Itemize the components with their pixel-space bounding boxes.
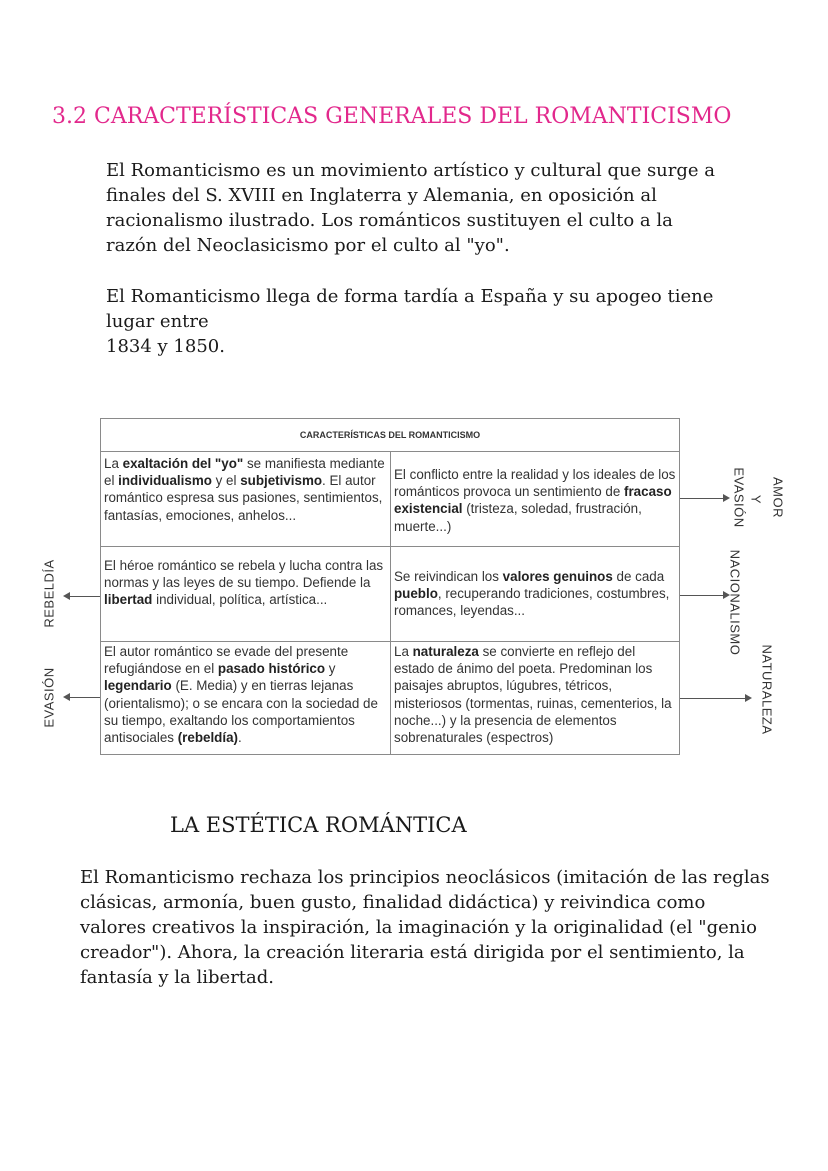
cell-bold: fracaso existencial bbox=[394, 484, 672, 517]
label-naturaleza: NATURALEZA bbox=[759, 644, 775, 735]
cell-bold: libertad bbox=[104, 592, 153, 608]
cell-text: Se reivindican los bbox=[394, 569, 503, 584]
arrow-head-left-1 bbox=[63, 592, 70, 600]
cell-bold: (rebeldía) bbox=[177, 730, 238, 746]
table-header: CARACTERÍSTICAS DEL ROMANTICISMO bbox=[101, 419, 679, 452]
table-cell-evasion-pasado bbox=[101, 642, 391, 754]
label-y: Y bbox=[748, 494, 764, 505]
cell-text: y el bbox=[211, 473, 241, 489]
cell-text: . El autor romántico espresa sus pasiones, sentimientos, fantasías, emociones, anhelos... bbox=[104, 473, 383, 523]
arrow-left-2 bbox=[70, 697, 100, 698]
cell-text: de cada bbox=[612, 569, 665, 584]
table-cell-exaltacion-yo bbox=[101, 452, 391, 547]
cell-text: (tristeza, soledad, frustración, muerte...) bbox=[394, 501, 642, 534]
table-cell-fracaso-existencial bbox=[391, 452, 679, 547]
cell-bold: pasado histórico bbox=[217, 661, 326, 677]
table-cell-heroe-romantico bbox=[101, 547, 391, 642]
label-evasion-right: EVASIÓN bbox=[731, 467, 747, 528]
intro-paragraph-2-line-2: 1834 y 1850. bbox=[106, 336, 225, 357]
cell-bold: legendario bbox=[104, 678, 172, 694]
intro-paragraph-1: El Romanticismo es un movimiento artístico y cultural que surge a finales del S. XVIII en Inglaterra y Alemania, en oposición al racionalismo ilustrado. Los románticos sustituyen el culto a la razón del Neoclasicismo por el culto al "yo". bbox=[106, 160, 716, 256]
cell-text: se convierte en reflejo del estado de ánimo del poeta. Predominan los paisajes abruptos, lúgubres, tétricos, misteriosos (tormentas, ruinas, cementerios, la noche...) y la presencia de elementos sobrenaturales (espectros) bbox=[394, 644, 672, 746]
arrow-right-2 bbox=[680, 595, 725, 596]
cell-text: . bbox=[237, 730, 242, 746]
intro-paragraph-2-line-1: El Romanticismo llega de forma tardía a España y su apogeo tiene lugar entre bbox=[106, 286, 714, 332]
arrow-head-left-2 bbox=[63, 693, 70, 701]
section-title: 3.2 CARACTERÍSTICAS GENERALES DEL ROMANTICISMO bbox=[52, 104, 732, 129]
cell-text: , recuperando tradiciones, costumbres, romances, leyendas... bbox=[394, 586, 670, 619]
cell-bold: valores genuinos bbox=[502, 569, 613, 584]
arrow-left-1 bbox=[70, 596, 100, 597]
arrow-head-right-1 bbox=[723, 494, 730, 502]
aesthetic-title: LA ESTÉTICA ROMÁNTICA bbox=[170, 813, 467, 837]
cell-bold: naturaleza bbox=[412, 644, 479, 659]
table-cell-naturaleza bbox=[391, 642, 679, 754]
arrow-head-right-3 bbox=[745, 694, 752, 702]
characteristics-table bbox=[100, 418, 680, 755]
intro-paragraph-2 bbox=[106, 284, 726, 359]
cell-text: se manifiesta mediante el bbox=[104, 456, 385, 489]
cell-bold: pueblo bbox=[394, 586, 438, 602]
cell-text: El conflicto entre la realidad y los ideales de los románticos provoca un sentimiento de bbox=[394, 467, 676, 500]
label-amor: AMOR bbox=[770, 477, 786, 518]
cell-text: La bbox=[394, 644, 413, 659]
cell-bold: exaltación del "yo" bbox=[122, 456, 244, 471]
label-nacionalismo: NACIONALISMO bbox=[727, 549, 743, 656]
table-cell-valores-genuinos bbox=[391, 547, 679, 642]
cell-text: La bbox=[104, 456, 123, 471]
cell-text: El héroe romántico se rebela y lucha contra las normas y las leyes de su tiempo. Defiende la bbox=[104, 558, 384, 591]
cell-bold: subjetivismo bbox=[240, 473, 323, 489]
arrow-right-1 bbox=[680, 498, 725, 499]
label-rebeldia: REBELDÍA bbox=[41, 559, 57, 628]
aesthetic-paragraph: El Romanticismo rechaza los principios neoclásicos (imitación de las reglas clásicas, armonía, buen gusto, finalidad didáctica) y reivindica como valores creativos la inspiración, la imaginación y la originalidad (el "genio creador"). Ahora, la creación literaria está dirigida por el sentimiento, la fantasía y la libertad. bbox=[80, 867, 770, 988]
cell-text: El autor romántico se evade del presente refugiándose en el bbox=[104, 644, 349, 677]
cell-text: (E. Media) y en tierras lejanas (orientalismo); o se encara con la sociedad de su tiempo, exaltando los comportamientos antisociales bbox=[104, 678, 378, 746]
label-evasion-left: EVASIÓN bbox=[41, 667, 57, 728]
cell-text: y bbox=[325, 661, 336, 677]
cell-bold: individualismo bbox=[118, 473, 212, 489]
arrow-right-3 bbox=[680, 698, 747, 699]
cell-text: individual, política, artística... bbox=[152, 592, 328, 608]
